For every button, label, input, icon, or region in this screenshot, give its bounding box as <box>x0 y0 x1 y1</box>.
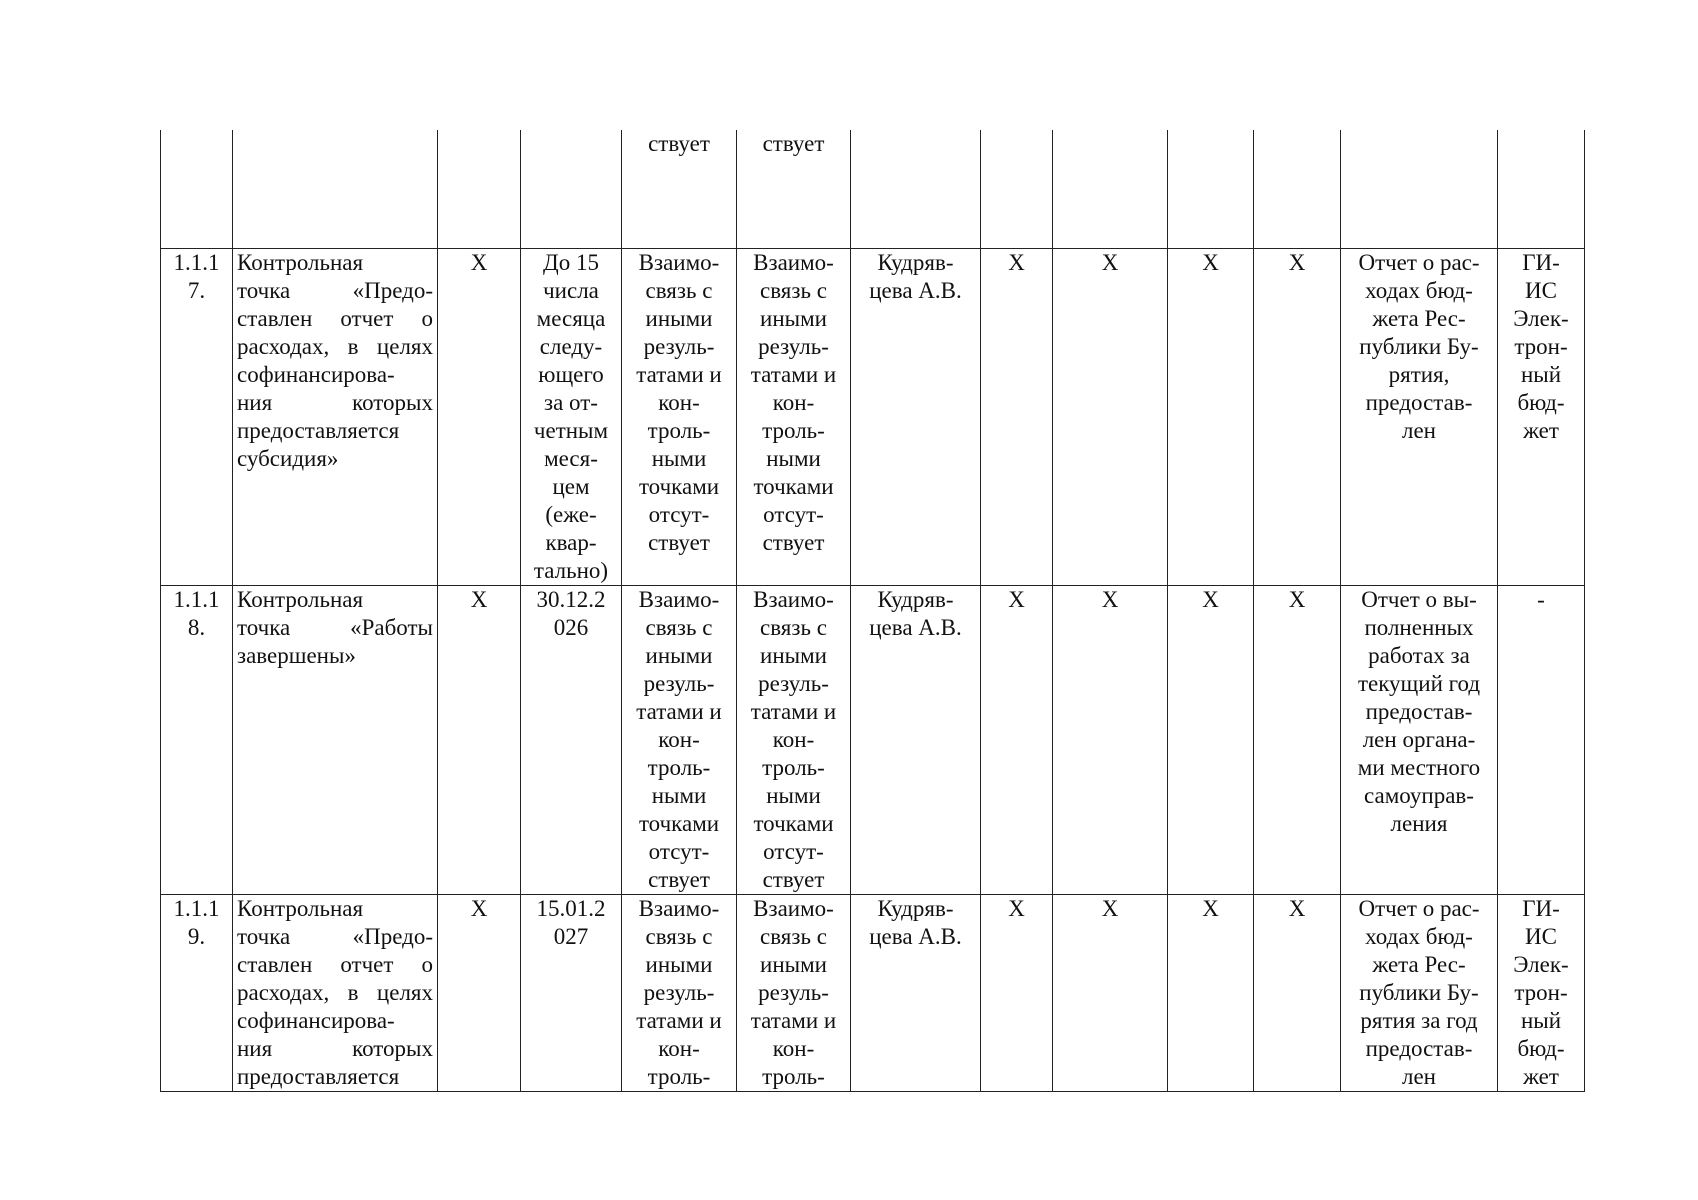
responsible-cell <box>851 585 981 894</box>
mark-cell <box>438 894 521 1091</box>
event-name-line: расходах, в целях <box>237 979 433 1005</box>
table-row <box>161 894 1585 1091</box>
predecessor-link-text: Взаимо- связь с иными резуль- татами и кон- троль- ными точками отсут- ствует <box>636 249 722 555</box>
event-name-line: предоставляется <box>237 417 400 443</box>
row-number-cell <box>161 585 233 894</box>
document-cell <box>1341 130 1498 248</box>
x-value-3: X <box>1202 249 1219 275</box>
event-name-line: расходах, в целях <box>237 333 433 359</box>
table-row <box>161 248 1585 585</box>
successor-link-cell <box>737 130 851 248</box>
predecessor-link-text: Взаимо- связь с иными резуль- татами и кон- троль- <box>636 895 722 1089</box>
responsible-name: Кудряв- цева А.В. <box>869 586 962 640</box>
system-cell <box>1498 894 1585 1091</box>
x-cell-3 <box>1168 130 1254 248</box>
successor-link-text: Взаимо- связь с иными резуль- татами и кон- троль- <box>750 895 837 1089</box>
event-name-line: точка «Работы <box>237 614 433 640</box>
event-name-line: ния которых <box>237 389 433 415</box>
x-cell-2 <box>1053 894 1168 1091</box>
x-cell-3 <box>1168 248 1254 585</box>
deadline-cell <box>521 585 622 894</box>
successor-link-cell <box>737 248 851 585</box>
predecessor-link-cell <box>622 894 737 1091</box>
event-name-line: ставлен отчет о <box>237 305 433 331</box>
document-cell <box>1341 585 1498 894</box>
responsible-cell <box>851 130 981 248</box>
system-text: ГИ- ИС Элек- трон- ный бюд- жет <box>1513 249 1569 443</box>
row-number-cell <box>161 894 233 1091</box>
successor-link-text: Взаимо- связь с иными резуль- татами и кон- троль- ными точками отсут- ствует <box>750 249 837 555</box>
row-number: 1.1.1 7. <box>173 249 220 303</box>
system-cell <box>1498 130 1585 248</box>
x-cell-1 <box>981 130 1053 248</box>
deadline-cell <box>521 248 622 585</box>
x-cell-3 <box>1168 585 1254 894</box>
mark-cell <box>438 130 521 248</box>
x-value-2: X <box>1101 586 1119 612</box>
mark-cell <box>438 585 521 894</box>
x-value-1: X <box>1008 895 1025 921</box>
event-name-cell <box>233 248 438 585</box>
successor-link-cell <box>737 894 851 1091</box>
system-text: ГИ- ИС Элек- трон- ный бюд- жет <box>1513 895 1569 1089</box>
x-cell-1 <box>981 248 1053 585</box>
responsible-name: Кудряв- цева А.В. <box>869 895 962 949</box>
event-name-line: субсидия» <box>237 445 339 471</box>
x-value-4: X <box>1288 586 1306 612</box>
x-value-3: X <box>1202 895 1219 921</box>
system-cell <box>1498 248 1585 585</box>
deadline-cell <box>521 130 622 248</box>
event-name-cell <box>233 130 438 248</box>
row-number: 1.1.1 9. <box>173 895 220 949</box>
row-number-cell <box>161 248 233 585</box>
mark-value: X <box>470 249 488 275</box>
successor-link-text: Взаимо- связь с иными резуль- татами и кон- троль- ными точками отсут- ствует <box>750 586 837 892</box>
deadline-value: 15.01.2 027 <box>536 895 606 949</box>
x-cell-4 <box>1254 585 1341 894</box>
predecessor-link-text: Взаимо- связь с иными резуль- татами и кон- троль- ными точками отсут- ствует <box>636 586 722 892</box>
predecessor-link-text: ствует <box>648 131 710 156</box>
event-name <box>237 586 433 670</box>
x-cell-4 <box>1254 130 1341 248</box>
table-row <box>161 130 1585 248</box>
responsible-cell <box>851 894 981 1091</box>
mark-cell <box>438 248 521 585</box>
x-value-4: X <box>1288 249 1306 275</box>
system-cell <box>1498 585 1585 894</box>
system-text: - <box>1537 586 1545 612</box>
x-cell-3 <box>1168 894 1254 1091</box>
responsible-name: Кудряв- цева А.В. <box>869 249 962 303</box>
x-cell-4 <box>1254 248 1341 585</box>
predecessor-link-cell <box>622 248 737 585</box>
responsible-cell <box>851 248 981 585</box>
event-name <box>237 895 433 1091</box>
x-value-2: X <box>1101 249 1119 275</box>
event-name-line: точка «Предо- <box>237 923 433 949</box>
x-cell-2 <box>1053 130 1168 248</box>
successor-link-text: ствует <box>762 131 825 156</box>
plan-table <box>160 130 1585 1092</box>
document-cell <box>1341 894 1498 1091</box>
deadline-cell <box>521 894 622 1091</box>
deadline-value: 30.12.2 026 <box>536 586 606 640</box>
event-name-line: Контрольная <box>237 895 364 921</box>
mark-value: X <box>470 586 488 612</box>
document-cell <box>1341 248 1498 585</box>
mark-value: X <box>470 895 488 921</box>
event-name-line: софинансирова- <box>237 1007 395 1033</box>
x-cell-1 <box>981 894 1053 1091</box>
event-name-cell <box>233 585 438 894</box>
event-name-line: Контрольная <box>237 249 364 275</box>
x-cell-2 <box>1053 585 1168 894</box>
x-cell-2 <box>1053 248 1168 585</box>
x-cell-1 <box>981 585 1053 894</box>
event-name-line: предоставляется <box>237 1063 400 1089</box>
x-value-4: X <box>1288 895 1306 921</box>
x-cell-4 <box>1254 894 1341 1091</box>
row-number: 1.1.1 8. <box>173 586 220 640</box>
event-name <box>237 249 433 473</box>
predecessor-link-cell <box>622 130 737 248</box>
event-name-line: точка «Предо- <box>237 277 433 303</box>
event-name-line: ния которых <box>237 1035 433 1061</box>
predecessor-link-cell <box>622 585 737 894</box>
document-text: Отчет о вы- полненных работах за текущий год предостав- лен органа- ми местного самоуправ- ления <box>1357 586 1481 836</box>
row-number-cell <box>161 130 233 248</box>
event-name-line: софинансирова- <box>237 361 395 387</box>
event-name-line: Контрольная <box>237 586 364 612</box>
x-value-1: X <box>1008 249 1025 275</box>
x-value-1: X <box>1008 586 1025 612</box>
event-name-line: завершены» <box>237 642 356 668</box>
successor-link-cell <box>737 585 851 894</box>
document-text: Отчет о рас- ходах бюд- жета Рес- публики Бу- рятия за год предостав- лен <box>1358 895 1480 1089</box>
deadline-value: До 15 числа месяца следу- ющего за от- четным меся- цем (еже- квар- тально) <box>533 249 609 583</box>
event-name-cell <box>233 894 438 1091</box>
x-value-3: X <box>1202 586 1219 612</box>
x-value-2: X <box>1101 895 1119 921</box>
event-name-line: ставлен отчет о <box>237 951 433 977</box>
document-text: Отчет о рас- ходах бюд- жета Рес- публики Бу- рятия, предостав- лен <box>1358 249 1480 443</box>
table-row <box>161 585 1585 894</box>
